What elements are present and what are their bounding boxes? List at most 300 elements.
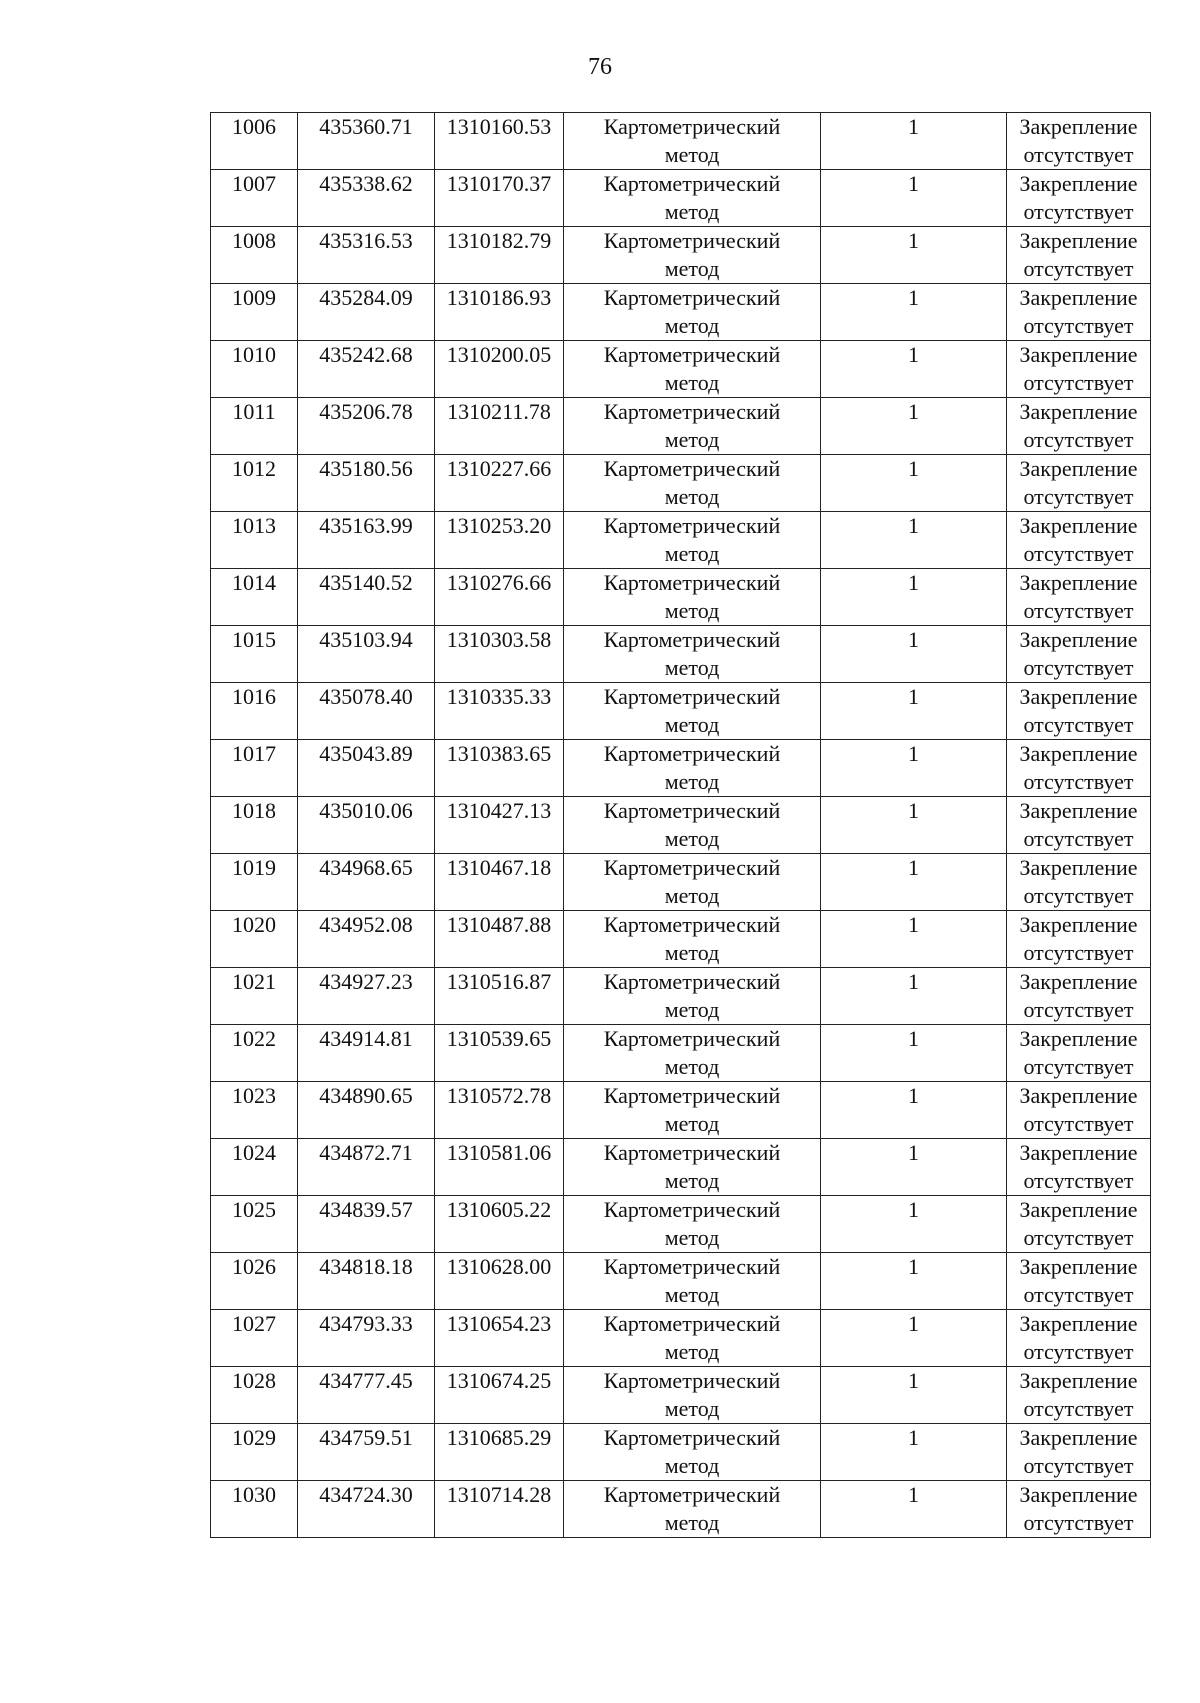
method-text: Картометрический <box>603 1425 781 1450</box>
point-number-cell <box>211 740 298 797</box>
y-coordinate-cell <box>435 1082 564 1139</box>
x-coordinate-text: 434968.65 <box>319 855 413 880</box>
y-coordinate-cell <box>435 854 564 911</box>
accuracy-text: 1 <box>908 1026 919 1051</box>
x-coordinate-text: 434890.65 <box>319 1083 413 1108</box>
accuracy-cell <box>821 455 1007 512</box>
fixing-cell <box>1007 227 1151 284</box>
method-text: метод <box>664 1054 720 1079</box>
fixing-cell <box>1007 1082 1151 1139</box>
accuracy-cell <box>821 113 1007 170</box>
y-coordinate-text: 1310674.25 <box>446 1368 552 1393</box>
fixing-text: Закрепление <box>1019 684 1138 709</box>
accuracy-text: 1 <box>908 741 919 766</box>
fixing-text: отсутствует <box>1023 1168 1134 1193</box>
fixing-cell <box>1007 911 1151 968</box>
method-text: Картометрический <box>603 741 781 766</box>
accuracy-text: 1 <box>908 1368 919 1393</box>
fixing-text: отсутствует <box>1023 199 1134 224</box>
method-cell <box>564 968 821 1025</box>
point-number-text: 1011 <box>232 399 276 424</box>
y-coordinate-text: 1310516.87 <box>446 969 552 994</box>
y-coordinate-cell <box>435 740 564 797</box>
point-number-cell <box>211 797 298 854</box>
accuracy-cell <box>821 1082 1007 1139</box>
point-number-text: 1029 <box>232 1425 276 1450</box>
x-coordinate-text: 435206.78 <box>319 399 413 424</box>
method-cell <box>564 227 821 284</box>
accuracy-cell <box>821 1025 1007 1082</box>
x-coordinate-text: 434759.51 <box>319 1425 413 1450</box>
method-text: Картометрический <box>603 1026 781 1051</box>
accuracy-text: 1 <box>908 1482 919 1507</box>
method-text: метод <box>664 1225 720 1250</box>
y-coordinate-text: 1310539.65 <box>446 1026 552 1051</box>
fixing-cell <box>1007 1424 1151 1481</box>
x-coordinate-text: 434927.23 <box>319 969 413 994</box>
point-number-cell <box>211 911 298 968</box>
table-row <box>211 797 1151 854</box>
y-coordinate-cell <box>435 626 564 683</box>
fixing-cell <box>1007 740 1151 797</box>
x-coordinate-text: 434793.33 <box>319 1311 413 1336</box>
fixing-cell <box>1007 1481 1151 1538</box>
point-number-cell <box>211 1481 298 1538</box>
method-text: метод <box>664 256 720 281</box>
method-cell <box>564 1367 821 1424</box>
point-number-text: 1006 <box>232 114 276 139</box>
x-coordinate-cell <box>298 227 435 284</box>
table-row <box>211 569 1151 626</box>
fixing-cell <box>1007 113 1151 170</box>
y-coordinate-cell <box>435 113 564 170</box>
fixing-cell <box>1007 1367 1151 1424</box>
y-coordinate-cell <box>435 1424 564 1481</box>
y-coordinate-text: 1310160.53 <box>446 114 552 139</box>
point-number-text: 1016 <box>232 684 276 709</box>
method-text: метод <box>664 1111 720 1136</box>
x-coordinate-text: 435140.52 <box>319 570 413 595</box>
accuracy-text: 1 <box>908 228 919 253</box>
fixing-text: отсутствует <box>1023 655 1134 680</box>
x-coordinate-cell <box>298 1082 435 1139</box>
fixing-text: отсутствует <box>1023 1111 1134 1136</box>
y-coordinate-cell <box>435 1025 564 1082</box>
point-number-text: 1020 <box>232 912 276 937</box>
y-coordinate-cell <box>435 1196 564 1253</box>
fixing-text: Закрепление <box>1019 627 1138 652</box>
fixing-text: Закрепление <box>1019 114 1138 139</box>
y-coordinate-text: 1310211.78 <box>447 399 551 424</box>
fixing-text: отсутствует <box>1023 769 1134 794</box>
point-number-cell <box>211 968 298 1025</box>
x-coordinate-text: 434724.30 <box>319 1482 413 1507</box>
table-row <box>211 911 1151 968</box>
method-text: метод <box>664 940 720 965</box>
fixing-text: Закрепление <box>1019 912 1138 937</box>
fixing-text: Закрепление <box>1019 1140 1138 1165</box>
method-text: метод <box>664 142 720 167</box>
method-text: метод <box>664 370 720 395</box>
fixing-text: отсутствует <box>1023 1453 1134 1478</box>
table-row <box>211 113 1151 170</box>
accuracy-cell <box>821 626 1007 683</box>
y-coordinate-text: 1310467.18 <box>446 855 552 880</box>
x-coordinate-cell <box>298 854 435 911</box>
accuracy-cell <box>821 854 1007 911</box>
x-coordinate-cell <box>298 1025 435 1082</box>
fixing-text: отсутствует <box>1023 427 1134 452</box>
y-coordinate-text: 1310383.65 <box>446 741 552 766</box>
accuracy-cell <box>821 911 1007 968</box>
table-row <box>211 170 1151 227</box>
coordinates-table-body <box>211 113 1151 1538</box>
y-coordinate-cell <box>435 284 564 341</box>
x-coordinate-cell <box>298 1310 435 1367</box>
table-row <box>211 1424 1151 1481</box>
accuracy-text: 1 <box>908 1425 919 1450</box>
accuracy-text: 1 <box>908 513 919 538</box>
y-coordinate-text: 1310335.33 <box>446 684 552 709</box>
method-cell <box>564 569 821 626</box>
accuracy-cell <box>821 1481 1007 1538</box>
accuracy-text: 1 <box>908 1311 919 1336</box>
method-text: метод <box>664 199 720 224</box>
fixing-cell <box>1007 1025 1151 1082</box>
x-coordinate-cell <box>298 1367 435 1424</box>
accuracy-text: 1 <box>908 285 919 310</box>
x-coordinate-cell <box>298 113 435 170</box>
point-number-text: 1022 <box>232 1026 276 1051</box>
table-row <box>211 626 1151 683</box>
point-number-text: 1008 <box>232 228 276 253</box>
x-coordinate-text: 434914.81 <box>319 1026 413 1051</box>
y-coordinate-cell <box>435 1481 564 1538</box>
point-number-cell <box>211 1424 298 1481</box>
accuracy-text: 1 <box>908 684 919 709</box>
method-cell <box>564 170 821 227</box>
point-number-text: 1024 <box>232 1140 276 1165</box>
method-text: метод <box>664 313 720 338</box>
method-cell <box>564 113 821 170</box>
y-coordinate-cell <box>435 569 564 626</box>
fixing-text: Закрепление <box>1019 399 1138 424</box>
x-coordinate-text: 435180.56 <box>319 456 413 481</box>
fixing-text: отсутствует <box>1023 826 1134 851</box>
x-coordinate-cell <box>298 968 435 1025</box>
fixing-text: Закрепление <box>1019 570 1138 595</box>
fixing-text: Закрепление <box>1019 1368 1138 1393</box>
accuracy-cell <box>821 512 1007 569</box>
accuracy-text: 1 <box>908 399 919 424</box>
method-text: метод <box>664 598 720 623</box>
fixing-text: отсутствует <box>1023 541 1134 566</box>
y-coordinate-text: 1310605.22 <box>446 1197 552 1222</box>
y-coordinate-cell <box>435 398 564 455</box>
fixing-text: отсутствует <box>1023 142 1134 167</box>
y-coordinate-cell <box>435 227 564 284</box>
fixing-text: отсутствует <box>1023 256 1134 281</box>
point-number-cell <box>211 569 298 626</box>
accuracy-text: 1 <box>908 1083 919 1108</box>
method-cell <box>564 911 821 968</box>
y-coordinate-cell <box>435 797 564 854</box>
accuracy-text: 1 <box>908 798 919 823</box>
y-coordinate-text: 1310276.66 <box>446 570 552 595</box>
method-text: метод <box>664 484 720 509</box>
fixing-text: Закрепление <box>1019 342 1138 367</box>
point-number-cell <box>211 455 298 512</box>
y-coordinate-text: 1310200.05 <box>446 342 552 367</box>
method-text: метод <box>664 1168 720 1193</box>
accuracy-cell <box>821 683 1007 740</box>
method-text: Картометрический <box>603 114 781 139</box>
y-coordinate-cell <box>435 455 564 512</box>
method-text: Картометрический <box>603 627 781 652</box>
accuracy-cell <box>821 569 1007 626</box>
table-row <box>211 1253 1151 1310</box>
y-coordinate-text: 1310581.06 <box>446 1140 552 1165</box>
fixing-cell <box>1007 683 1151 740</box>
table-row <box>211 227 1151 284</box>
method-text: метод <box>664 1339 720 1364</box>
point-number-cell <box>211 113 298 170</box>
y-coordinate-cell <box>435 1310 564 1367</box>
fixing-text: Закрепление <box>1019 1197 1138 1222</box>
x-coordinate-text: 434952.08 <box>319 912 413 937</box>
method-cell <box>564 740 821 797</box>
x-coordinate-text: 435338.62 <box>319 171 413 196</box>
point-number-text: 1013 <box>232 513 276 538</box>
method-text: метод <box>664 826 720 851</box>
method-text: Картометрический <box>603 456 781 481</box>
table-row <box>211 1196 1151 1253</box>
method-text: метод <box>664 997 720 1022</box>
method-text: Картометрический <box>603 228 781 253</box>
table-row <box>211 1082 1151 1139</box>
y-coordinate-cell <box>435 683 564 740</box>
fixing-text: Закрепление <box>1019 1254 1138 1279</box>
fixing-text: Закрепление <box>1019 285 1138 310</box>
fixing-text: Закрепление <box>1019 171 1138 196</box>
method-text: Картометрический <box>603 912 781 937</box>
point-number-cell <box>211 854 298 911</box>
fixing-text: отсутствует <box>1023 598 1134 623</box>
fixing-text: Закрепление <box>1019 969 1138 994</box>
method-cell <box>564 1082 821 1139</box>
point-number-cell <box>211 626 298 683</box>
fixing-cell <box>1007 1196 1151 1253</box>
y-coordinate-cell <box>435 968 564 1025</box>
fixing-text: Закрепление <box>1019 513 1138 538</box>
point-number-cell <box>211 683 298 740</box>
x-coordinate-cell <box>298 1196 435 1253</box>
point-number-text: 1018 <box>232 798 276 823</box>
table-row <box>211 740 1151 797</box>
y-coordinate-cell <box>435 1253 564 1310</box>
method-cell <box>564 1310 821 1367</box>
fixing-text: Закрепление <box>1019 741 1138 766</box>
accuracy-cell <box>821 170 1007 227</box>
accuracy-cell <box>821 1253 1007 1310</box>
table-row <box>211 398 1151 455</box>
method-cell <box>564 512 821 569</box>
fixing-text: отсутствует <box>1023 997 1134 1022</box>
x-coordinate-cell <box>298 797 435 854</box>
accuracy-cell <box>821 227 1007 284</box>
fixing-cell <box>1007 512 1151 569</box>
table-row <box>211 968 1151 1025</box>
method-text: метод <box>664 541 720 566</box>
accuracy-cell <box>821 1139 1007 1196</box>
y-coordinate-text: 1310170.37 <box>446 171 552 196</box>
point-number-cell <box>211 1367 298 1424</box>
point-number-text: 1009 <box>232 285 276 310</box>
table-row <box>211 455 1151 512</box>
point-number-cell <box>211 170 298 227</box>
fixing-text: Закрепление <box>1019 228 1138 253</box>
fixing-text: отсутствует <box>1023 712 1134 737</box>
fixing-cell <box>1007 455 1151 512</box>
method-text: метод <box>664 1282 720 1307</box>
x-coordinate-cell <box>298 341 435 398</box>
x-coordinate-text: 435163.99 <box>319 513 413 538</box>
x-coordinate-text: 435242.68 <box>319 342 413 367</box>
x-coordinate-cell <box>298 626 435 683</box>
method-text: Картометрический <box>603 1083 781 1108</box>
fixing-cell <box>1007 1253 1151 1310</box>
accuracy-text: 1 <box>908 570 919 595</box>
point-number-cell <box>211 1139 298 1196</box>
fixing-text: отсутствует <box>1023 313 1134 338</box>
accuracy-cell <box>821 797 1007 854</box>
y-coordinate-cell <box>435 512 564 569</box>
fixing-text: Закрепление <box>1019 855 1138 880</box>
point-number-cell <box>211 284 298 341</box>
accuracy-cell <box>821 341 1007 398</box>
fixing-text: Закрепление <box>1019 1083 1138 1108</box>
fixing-text: Закрепление <box>1019 1026 1138 1051</box>
point-number-text: 1023 <box>232 1083 276 1108</box>
y-coordinate-text: 1310186.93 <box>446 285 552 310</box>
x-coordinate-cell <box>298 170 435 227</box>
fixing-text: отсутствует <box>1023 1396 1134 1421</box>
point-number-text: 1012 <box>232 456 276 481</box>
method-text: метод <box>664 1396 720 1421</box>
method-text: Картометрический <box>603 1254 781 1279</box>
accuracy-text: 1 <box>908 1254 919 1279</box>
method-cell <box>564 455 821 512</box>
page-number: 76 <box>588 54 612 80</box>
point-number-cell <box>211 1025 298 1082</box>
fixing-cell <box>1007 398 1151 455</box>
point-number-text: 1010 <box>232 342 276 367</box>
fixing-cell <box>1007 854 1151 911</box>
point-number-text: 1014 <box>232 570 276 595</box>
y-coordinate-text: 1310182.79 <box>446 228 552 253</box>
fixing-text: отсутствует <box>1023 940 1134 965</box>
x-coordinate-text: 434839.57 <box>319 1197 413 1222</box>
accuracy-text: 1 <box>908 114 919 139</box>
y-coordinate-cell <box>435 170 564 227</box>
y-coordinate-text: 1310572.78 <box>446 1083 552 1108</box>
accuracy-cell <box>821 968 1007 1025</box>
fixing-text: отсутствует <box>1023 370 1134 395</box>
y-coordinate-text: 1310253.20 <box>446 513 552 538</box>
fixing-text: отсутствует <box>1023 1282 1134 1307</box>
method-text: Картометрический <box>603 969 781 994</box>
x-coordinate-cell <box>298 683 435 740</box>
method-text: метод <box>664 655 720 680</box>
point-number-cell <box>211 1082 298 1139</box>
fixing-text: Закрепление <box>1019 456 1138 481</box>
point-number-text: 1030 <box>232 1482 276 1507</box>
y-coordinate-text: 1310303.58 <box>446 627 552 652</box>
table-row <box>211 512 1151 569</box>
x-coordinate-text: 435103.94 <box>319 627 413 652</box>
method-cell <box>564 854 821 911</box>
fixing-text: отсутствует <box>1023 883 1134 908</box>
table-row <box>211 284 1151 341</box>
fixing-cell <box>1007 1139 1151 1196</box>
accuracy-text: 1 <box>908 1197 919 1222</box>
point-number-text: 1026 <box>232 1254 276 1279</box>
x-coordinate-cell <box>298 1481 435 1538</box>
x-coordinate-cell <box>298 1424 435 1481</box>
x-coordinate-text: 435078.40 <box>319 684 413 709</box>
point-number-cell <box>211 227 298 284</box>
method-cell <box>564 1481 821 1538</box>
table-row <box>211 341 1151 398</box>
accuracy-text: 1 <box>908 912 919 937</box>
y-coordinate-text: 1310714.28 <box>446 1482 552 1507</box>
y-coordinate-text: 1310654.23 <box>446 1311 552 1336</box>
accuracy-cell <box>821 1424 1007 1481</box>
accuracy-text: 1 <box>908 171 919 196</box>
table-row <box>211 683 1151 740</box>
x-coordinate-cell <box>298 284 435 341</box>
x-coordinate-text: 434818.18 <box>319 1254 413 1279</box>
point-number-text: 1017 <box>232 741 276 766</box>
fixing-cell <box>1007 341 1151 398</box>
point-number-cell <box>211 512 298 569</box>
method-cell <box>564 797 821 854</box>
fixing-cell <box>1007 284 1151 341</box>
fixing-cell <box>1007 569 1151 626</box>
x-coordinate-cell <box>298 398 435 455</box>
method-cell <box>564 1253 821 1310</box>
y-coordinate-cell <box>435 341 564 398</box>
method-text: Картометрический <box>603 285 781 310</box>
method-text: Картометрический <box>603 1482 781 1507</box>
y-coordinate-cell <box>435 911 564 968</box>
table-row <box>211 1481 1151 1538</box>
x-coordinate-cell <box>298 1139 435 1196</box>
point-number-text: 1015 <box>232 627 276 652</box>
accuracy-text: 1 <box>908 1140 919 1165</box>
method-text: Картометрический <box>603 684 781 709</box>
fixing-text: отсутствует <box>1023 1510 1134 1535</box>
fixing-text: Закрепление <box>1019 1311 1138 1336</box>
point-number-cell <box>211 341 298 398</box>
method-text: Картометрический <box>603 399 781 424</box>
accuracy-cell <box>821 1367 1007 1424</box>
method-cell <box>564 341 821 398</box>
method-text: Картометрический <box>603 1197 781 1222</box>
accuracy-cell <box>821 284 1007 341</box>
fixing-text: Закрепление <box>1019 1482 1138 1507</box>
method-text: метод <box>664 712 720 737</box>
